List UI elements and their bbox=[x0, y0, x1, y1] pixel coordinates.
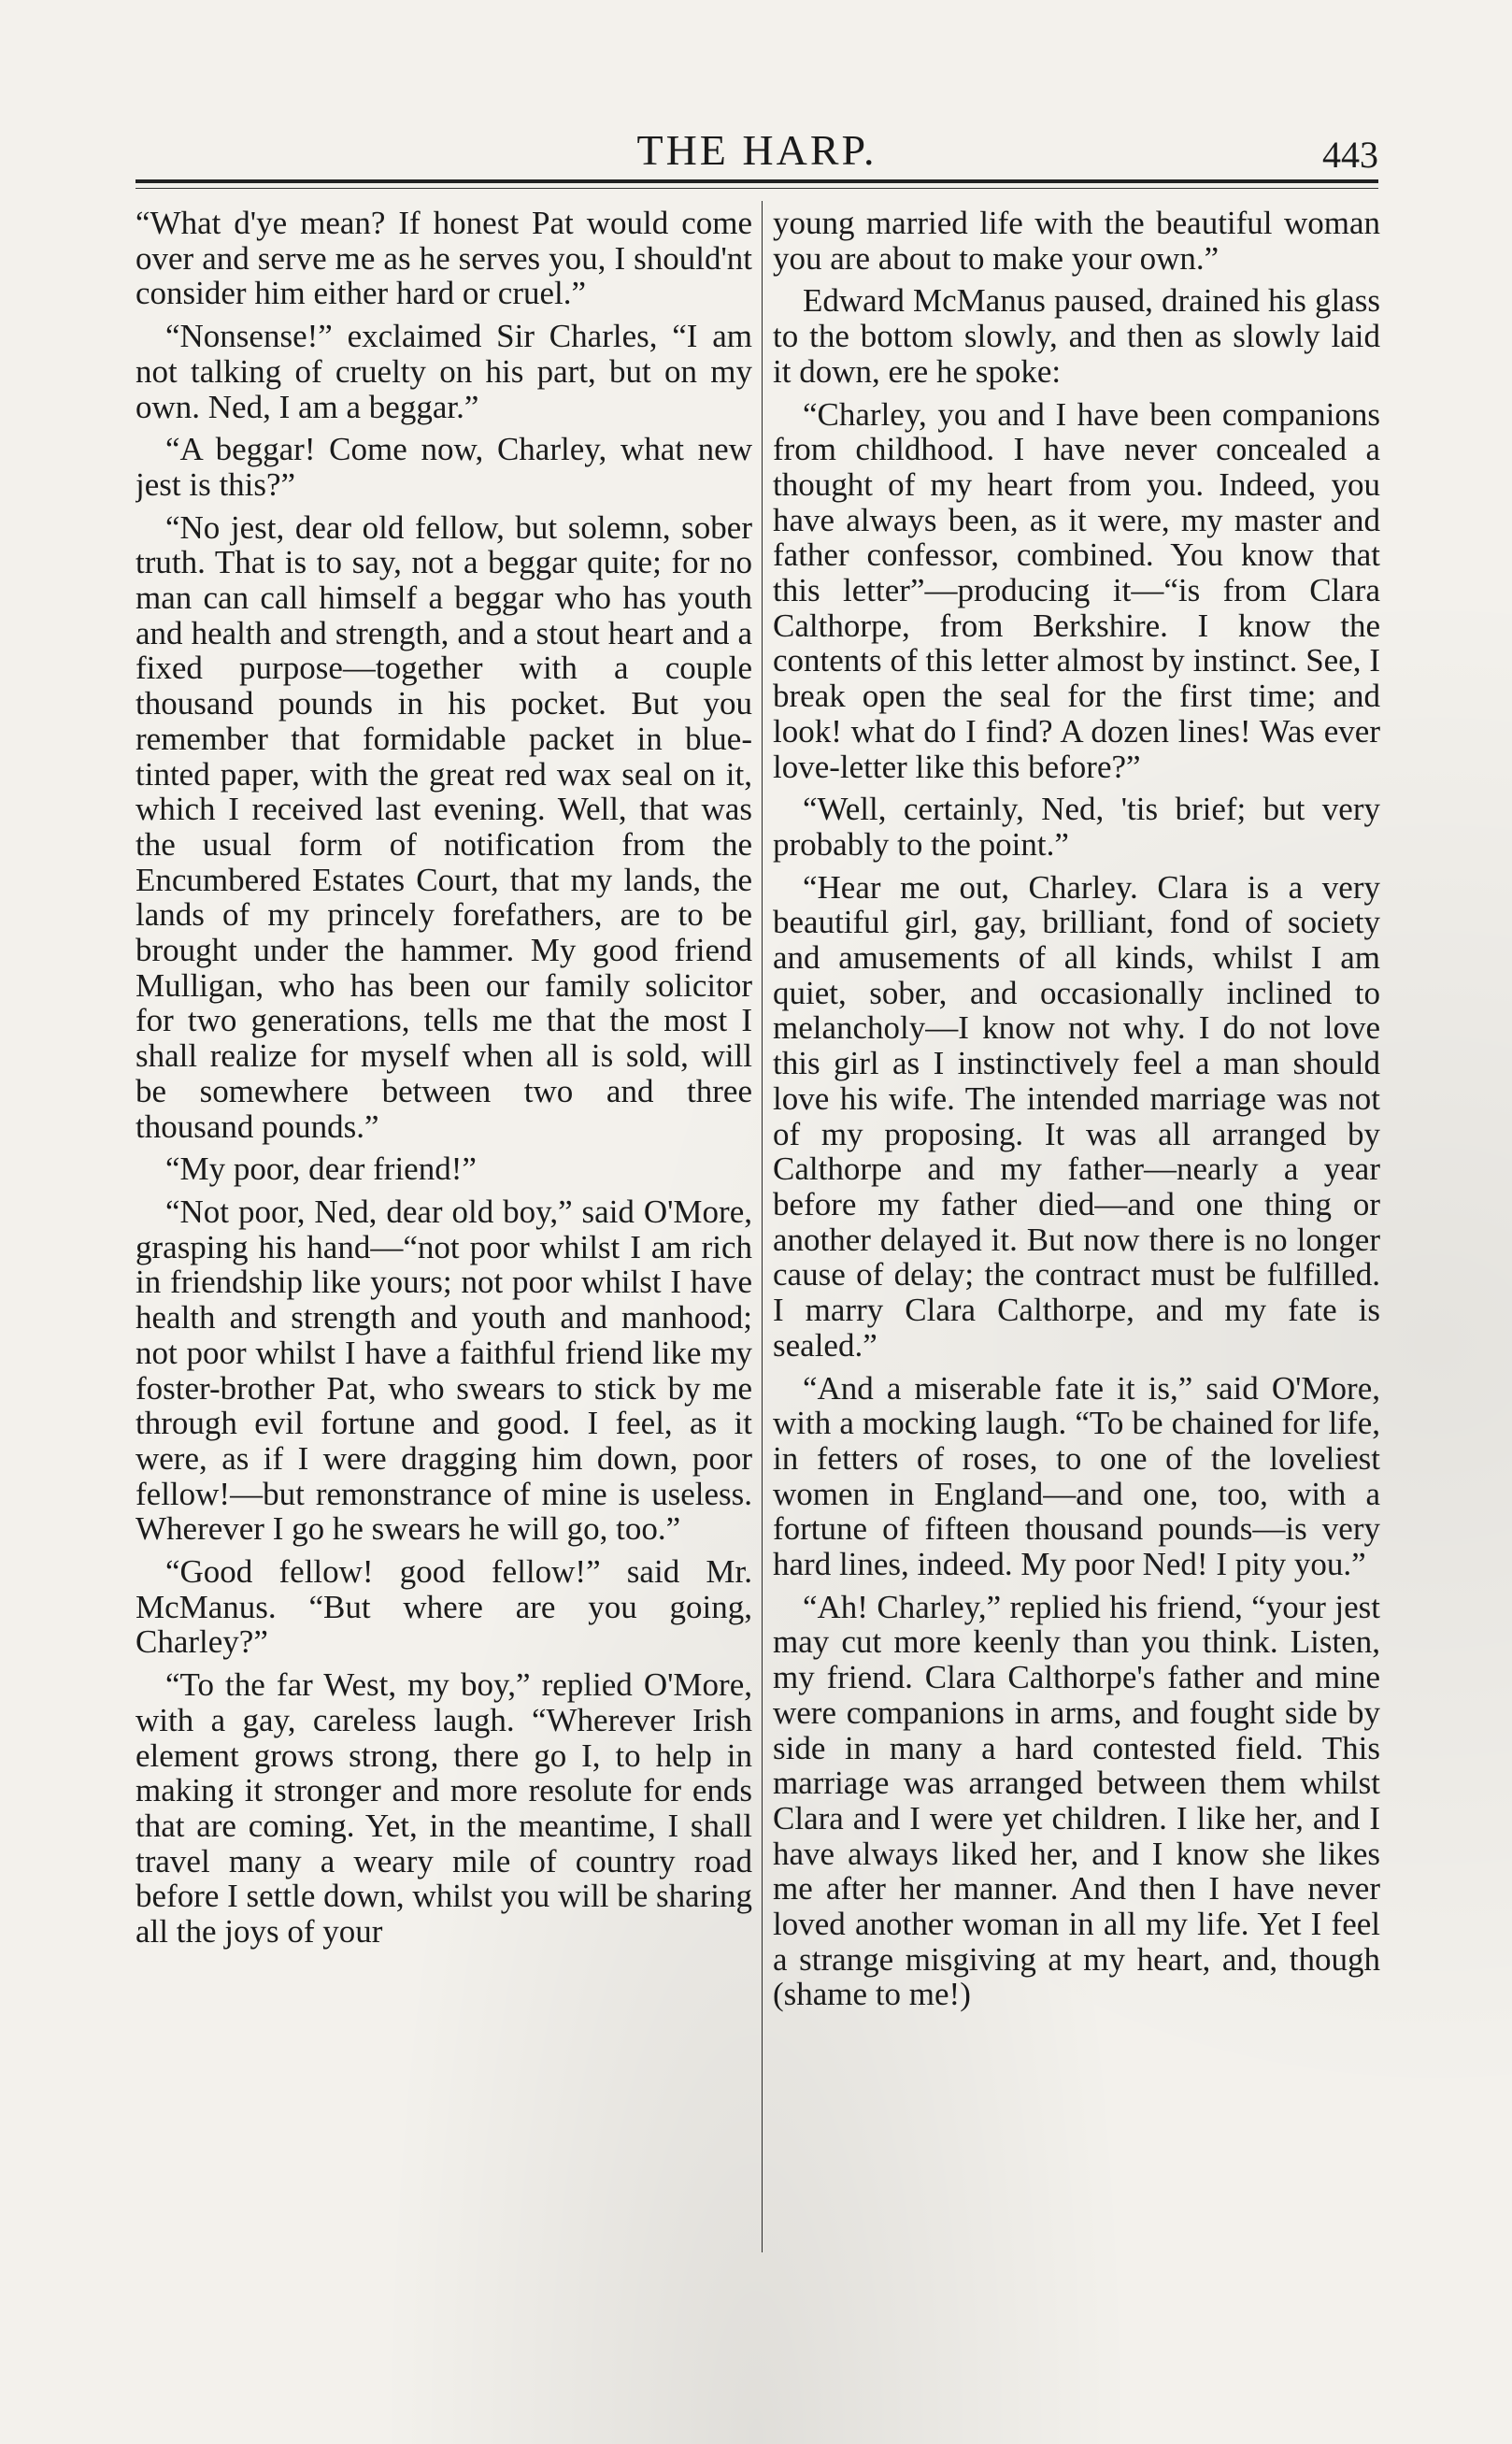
header-rule bbox=[136, 179, 1378, 183]
left-column bbox=[136, 206, 752, 2251]
paragraph: “A beggar! Come now, Charley, what new jest is this?” bbox=[136, 431, 752, 503]
page-header bbox=[136, 120, 1378, 176]
paragraph: young married life with the beautiful woman you are about to make your own.” bbox=[773, 206, 1380, 277]
paragraph: “No jest, dear old fellow, but solemn, sober truth. That is to say, not a beggar quite; for no man can call himself a beggar who has youth and health and strength, and a stout heart and a fixed purpose—together with a couple thousand pounds in his pocket. But you remember that formidable packet in blue-tinted paper, with the great red wax seal on it, which I received last evening. Well, that was the usual form of notification from the Encumbered Estates Court, that my lands, the lands of my princely forefathers, are to be brought under the hammer. My good friend Mulligan, who has been our family solicitor for two generations, tells me that the most I shall realize for myself when all is sold, will be somewhere between two and three thousand pounds.” bbox=[136, 508, 752, 1145]
paragraph: “To the far West, my boy,” replied O'More, with a gay, careless laugh. “Wherever Irish element grows strong, there go I, to help in making it stronger and more resolute for ends that are coming. Yet, in the meantime, I shall travel many a weary mile of country road before I settle down, whilst you will be sharing all the joys of your bbox=[136, 1666, 752, 1951]
page-number: 443 bbox=[1322, 134, 1378, 176]
paragraph: “And a miserable fate it is,” said O'More, with a mocking laugh. “To be chained for life, in fetters of roses, to one of the loveliest women in England—and one, too, with a fortune of fifteen thousand pounds—is very hard lines, indeed. My poor Ned! I pity you.” bbox=[773, 1369, 1380, 1583]
right-column bbox=[773, 206, 1380, 2251]
paragraph: “Ah! Charley,” replied his friend, “your jest may cut more keenly than you think. Listen, my friend. Clara Calthorpe's father and mine were companions in arms, and fought side by side in many a hard contested field. This marriage was arranged between them whilst Clara and I were yet children. I like her, and I have always liked her, and I know she likes me after her manner. And then I have never loved another woman in all my life. Yet I feel a strange misgiving at my heart, and, though (shame to me!) bbox=[773, 1588, 1380, 2013]
paragraph: “Charley, you and I have been companions from childhood. I have never concealed a thought of my heart from you. Indeed, you have always been, as it were, my master and father confessor, combined. You know that this letter”—producing it—“is from Clara Calthorpe, from Berkshire. I know the contents of this letter almost by instinct. See, I break open the seal for the first time; and look! what do I find? A dozen lines! Was ever love-letter like this before?” bbox=[773, 395, 1380, 785]
column-divider bbox=[762, 201, 763, 2252]
paragraph: “My poor, dear friend!” bbox=[165, 1151, 477, 1188]
paragraph: “Good fellow! good fellow!” said Mr. McManus. “But where are you going, Charley?” bbox=[136, 1553, 752, 1661]
paragraph: “Hear me out, Charley. Clara is a very beautiful girl, gay, brilliant, fond of society and amusements of all kinds, whilst I am quiet, sober, and occasionally inclined to melancholy—I know not why. I do not love this girl as I instinctively feel a man should love his wife. The intended marriage was not of my proposing. It was all arranged by Calthorpe and my father—nearly a year before my father died—and one thing or another delayed it. But now there is no longer cause of delay; the contract must be fulfilled. I marry Clara Calthorpe, and my fate is sealed.” bbox=[773, 868, 1380, 1364]
running-title: THE HARP. bbox=[636, 126, 877, 174]
paragraph: “What d'ye mean? If honest Pat would come over and serve me as he serves you, I should'nt consider him either hard or cruel.” bbox=[136, 206, 752, 312]
header-rule-thin bbox=[136, 188, 1378, 189]
paragraph: “Nonsense!” exclaimed Sir Charles, “I am not talking of cruelty on his part, but on my own. Ned, I am a beggar.” bbox=[136, 318, 752, 425]
paragraph: Edward McManus paused, drained his glass to the bottom slowly, and then as slowly laid it down, ere he spoke: bbox=[773, 282, 1380, 390]
paragraph: “Well, certainly, Ned, 'tis brief; but very probably to the point.” bbox=[773, 791, 1380, 863]
paragraph: “Not poor, Ned, dear old boy,” said O'More, grasping his hand—“not poor whilst I am rich in friendship like yours; not poor whilst I have health and strength and youth and manhood; not poor whilst I have a faithful friend like my foster-brother Pat, who swears to stick by me through evil fortune and good. I feel, as it were, as if I were dragging him down, poor fellow!—but remonstrance of mine is useless. Wherever I go he swears he will go, too.” bbox=[136, 1193, 752, 1548]
